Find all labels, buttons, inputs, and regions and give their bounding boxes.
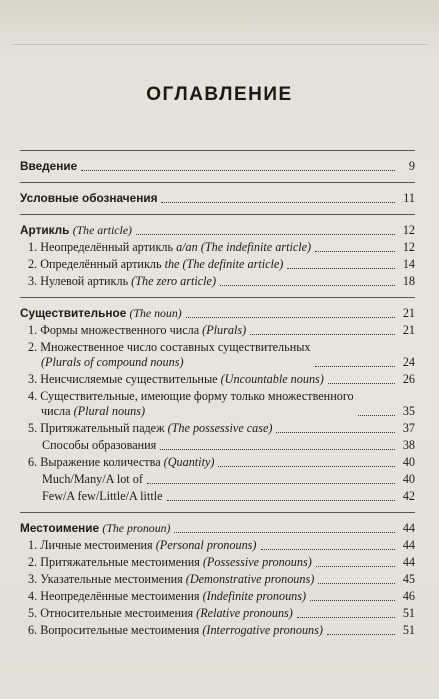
leader-dots (310, 600, 395, 601)
page-number: 44 (402, 555, 415, 569)
toc-entry-noun[interactable] (20, 306, 415, 321)
entry-label: 3. Нулевой артикль (28, 274, 132, 288)
page-number: 42 (402, 489, 415, 503)
toc-entry-demonstrative-pronouns[interactable] (20, 572, 415, 587)
entry-label-en: (The definite article) (182, 257, 284, 271)
leader-dots (174, 532, 395, 533)
entry-label-en: (Possessive pronouns) (202, 555, 312, 569)
page-number: 40 (402, 472, 415, 486)
entry-label-wrap (28, 538, 257, 553)
toc-entry-intro[interactable] (20, 159, 415, 174)
leader-dots (147, 483, 395, 484)
leader-dots (136, 234, 395, 235)
entry-label: 3. Неисчисляемые существительные (28, 372, 221, 386)
entry-label-en: (Relative pronouns) (196, 606, 293, 620)
toc-entry-possessive-pronouns[interactable] (20, 555, 415, 570)
entry-label-en: (Plural nouns) (73, 404, 146, 418)
entry-label: 3. Указательные местоимения (28, 572, 186, 586)
toc-entry-plurals[interactable] (20, 323, 415, 338)
toc-entry-possessive-case[interactable] (20, 421, 415, 436)
toc-entry-few-little[interactable] (20, 489, 415, 504)
entry-label-wrap (28, 389, 354, 419)
entry-label-wrap (28, 274, 216, 289)
entry-label: Способы образования (42, 438, 157, 452)
page-number: 37 (402, 421, 415, 435)
page-number: 18 (402, 274, 415, 288)
entry-label-wrap (28, 257, 283, 272)
entry-label-mid-en: the (164, 257, 180, 271)
leader-dots (186, 317, 395, 318)
entry-label-en: (Plurals) (202, 323, 247, 337)
page-number: 21 (402, 323, 415, 337)
page-number: 12 (402, 223, 415, 237)
toc-entry-plural-nouns[interactable] (20, 389, 415, 419)
entry-label: 5. Относительные местоимения (28, 606, 197, 620)
page-number: 12 (402, 240, 415, 254)
toc-entry-interrogative-pronouns[interactable] (20, 623, 415, 638)
entry-label-wrap (20, 306, 182, 321)
section-article (20, 215, 415, 297)
page-number: 9 (408, 159, 415, 173)
leader-dots (287, 268, 395, 269)
entry-label-en: (The possessive case) (167, 421, 273, 435)
entry-label-en: (The pronoun) (102, 521, 171, 535)
entry-label: 6. Выражение количества (28, 455, 164, 469)
entry-label: Введение (20, 159, 78, 173)
page-number: 14 (402, 257, 415, 271)
page-number: 38 (402, 438, 415, 452)
entry-label-en: (Interrogative pronouns) (202, 623, 323, 637)
entry-label-wrap (28, 372, 324, 387)
page-number: 51 (402, 623, 415, 637)
entry-label: Местоимение (20, 521, 100, 535)
page-number: 26 (402, 372, 415, 386)
page-number: 40 (402, 455, 415, 469)
entry-label-wrap (28, 323, 246, 338)
toc-entry-formation[interactable] (20, 438, 415, 453)
entry-label: Much/Many/A lot of (42, 472, 143, 486)
toc-entry-indefinite-pronouns[interactable] (20, 589, 415, 604)
leader-dots (315, 251, 395, 252)
header-rule (12, 44, 427, 46)
entry-label: Артикль (20, 223, 70, 237)
toc-entry-zero-article[interactable] (20, 274, 415, 289)
entry-label: 5. Притяжательный падеж (28, 421, 168, 435)
toc-entry-relative-pronouns[interactable] (20, 606, 415, 621)
leader-dots (316, 566, 395, 567)
entry-label-wrap (20, 521, 170, 536)
entry-label-en: (Plurals of compound nouns) (41, 355, 184, 369)
leader-dots (328, 383, 395, 384)
entry-label-en: (The indefinite article) (200, 240, 312, 254)
entry-label-wrap (28, 240, 311, 255)
entry-label-en: (Demonstrative pronouns) (185, 572, 315, 586)
leader-dots (218, 466, 395, 467)
entry-label-line2: числа (41, 404, 74, 418)
toc-entry-pronoun[interactable] (20, 521, 415, 536)
toc-entry-much-many[interactable] (20, 472, 415, 487)
toc-entry-uncountable[interactable] (20, 372, 415, 387)
leader-dots (261, 549, 396, 550)
entry-label-wrap (28, 572, 314, 587)
entry-label-en: (Indefinite pronouns) (202, 589, 307, 603)
table-of-contents (20, 150, 415, 646)
leader-dots (220, 285, 395, 286)
entry-label-wrap (28, 555, 312, 570)
toc-entry-quantity[interactable] (20, 455, 415, 470)
section-pronoun (20, 513, 415, 646)
entry-label: 1. Личные местоимения (28, 538, 156, 552)
entry-label-en: (Quantity) (163, 455, 215, 469)
entry-label: 2. Притяжательные местоимения (28, 555, 203, 569)
section-symbols (20, 183, 415, 214)
entry-label-en: (The noun) (129, 306, 182, 320)
entry-label-en: (Personal pronouns) (155, 538, 257, 552)
leader-dots (250, 334, 395, 335)
toc-entry-definite-article[interactable] (20, 257, 415, 272)
leader-dots (327, 634, 395, 635)
entry-label-wrap (28, 340, 311, 370)
entry-label: 6. Вопросительные местоимения (28, 623, 203, 637)
entry-label-wrap (28, 589, 306, 604)
page-number: 11 (403, 191, 415, 205)
entry-label-wrap (28, 606, 293, 621)
leader-dots (318, 583, 395, 584)
page-number: 21 (402, 306, 415, 320)
leader-dots (160, 449, 395, 450)
leader-dots (315, 366, 395, 367)
entry-label: Few/A few/Little/A little (42, 489, 163, 503)
page-title: ОГЛАВЛЕНИЕ (146, 84, 293, 105)
entry-label: 4. Неопределённые местоимения (28, 589, 203, 603)
entry-label: Условные обозначения (20, 191, 158, 205)
entry-label: 1. Формы множественного числа (28, 323, 203, 337)
entry-label: 1. Неопределённый артикль (28, 240, 177, 254)
section-noun (20, 298, 415, 512)
page-number: 44 (402, 538, 415, 552)
leader-dots (358, 415, 395, 416)
page-number: 51 (402, 606, 415, 620)
entry-label: 2. Множественное число составных существительных (28, 340, 311, 354)
section-intro (20, 151, 415, 182)
page-number: 35 (402, 404, 415, 418)
leader-dots (81, 170, 395, 171)
entry-label-en: (Uncountable nouns) (220, 372, 324, 386)
entry-label-mid-en: a/an (176, 240, 198, 254)
entry-label-wrap (28, 421, 272, 436)
toc-entry-symbols[interactable] (20, 191, 415, 206)
entry-label: 4. Существительные, имеющие форму только множественного (28, 389, 354, 403)
leader-dots (161, 202, 395, 203)
entry-label-wrap (28, 623, 323, 638)
entry-label-wrap (20, 223, 132, 238)
entry-label: 2. Определённый артикль (28, 257, 165, 271)
page-number: 44 (402, 521, 415, 535)
page-number: 24 (402, 355, 415, 369)
entry-label-wrap (28, 455, 214, 470)
entry-label-en: (The zero article) (131, 274, 217, 288)
entry-label-en: (The article) (72, 223, 132, 237)
page-number: 46 (402, 589, 415, 603)
page-number: 45 (402, 572, 415, 586)
leader-dots (297, 617, 395, 618)
toc-entry-article[interactable] (20, 223, 415, 238)
entry-label-line2-wrap (28, 404, 354, 419)
leader-dots (276, 432, 395, 433)
leader-dots (167, 500, 395, 501)
entry-label: Существительное (20, 306, 127, 320)
toc-entry-compound-plurals[interactable] (20, 340, 415, 370)
toc-entry-personal-pronouns[interactable] (20, 538, 415, 553)
toc-entry-indefinite-article[interactable] (20, 240, 415, 255)
